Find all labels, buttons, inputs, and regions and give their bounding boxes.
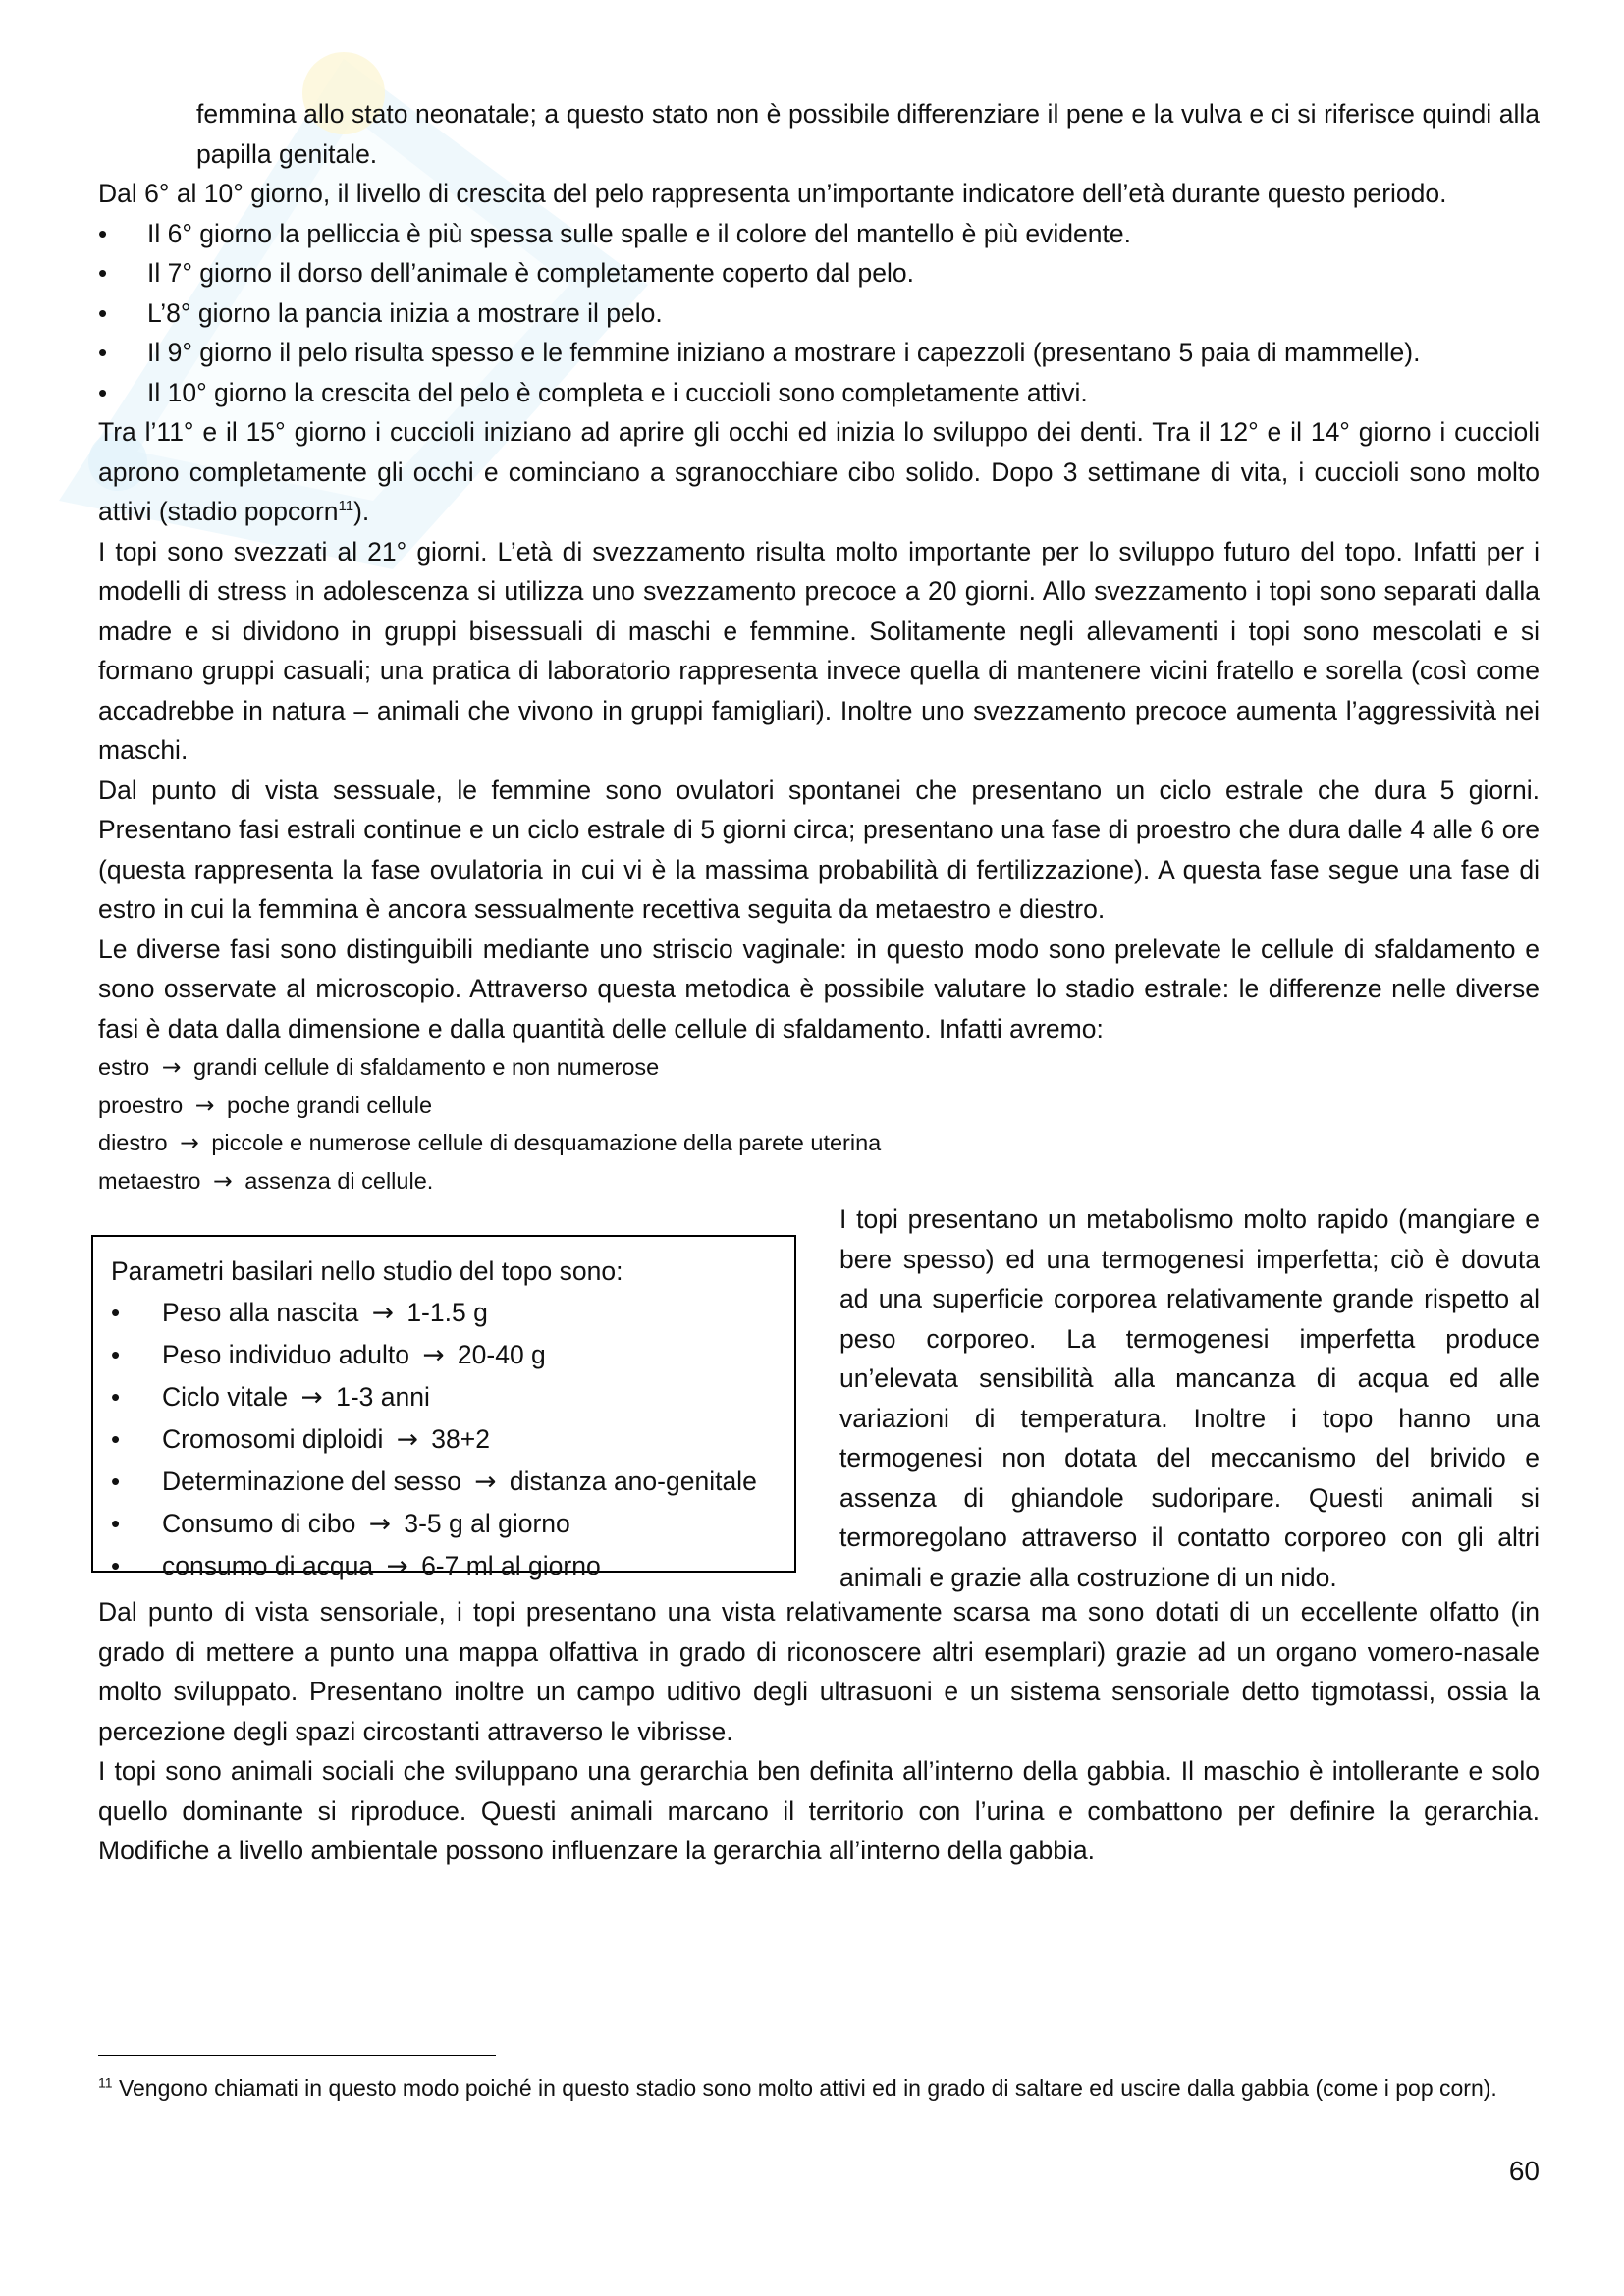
hair-growth-intro: Dal 6° al 10° giorno, il livello di crescita del pelo rappresenta un’importante indicatore dell’età durante questo periodo. [98, 179, 1447, 208]
parameters-box [91, 1235, 796, 1581]
metabolism-paragraph: I topi presentano un metabolismo molto rapido (mangiare e bere spesso) ed una termogenesi imperfetta; ciò è dovuta ad una superficie corporea relativamente grande rispetto al peso corporeo. La termogenesi imperfetta produce un’elevata sensibilità alla mancanza di acqua ed alle variazioni di temperatura. Inoltre i topo hanno una termogenesi non dotata del meccanismo del brivido e assenza di ghiandole sudoripare. Questi animali si termoregolano attraverso il contatto corporeo con gli altri animali e grazie alla costruzione di un nido. [839, 1204, 1540, 1592]
parameter-label: consumo di acqua [162, 1551, 374, 1580]
eyes-teeth-paragraph [98, 412, 1540, 532]
list-item [111, 1503, 777, 1545]
page-number: 60 [1508, 2156, 1540, 2186]
parameters-list [111, 1292, 777, 1587]
list-item: • L’8° giorno la pancia inizia a mostrare il pelo. [98, 294, 1540, 334]
eyes-teeth-text: Tra l’11° e il 15° giorno i cuccioli iniziano ad aprire gli occhi ed inizia lo sviluppo dei denti. Tra il 12° e il 14° giorno i cuccioli aprono completamente gli occhi e cominciano a sgranocchiare cibo solido. Dopo 3 settimane di vita, i cuccioli sono molto attivi (stadio popcorn [98, 417, 1540, 526]
parameter-value: 6-7 ml al giorno [421, 1551, 601, 1580]
phase-row [98, 1048, 1540, 1087]
arrow-icon: → [474, 1467, 497, 1497]
parameter-value: 20-40 g [457, 1340, 546, 1369]
social-paragraph: I topi sono animali sociali che sviluppano una gerarchia ben definita all’interno della gabbia. Il maschio è intollerante e solo quello dominante si riproduce. Questi animali marcano il territorio con l’urina e combattono per definire la gerarchia. Modifiche a livello ambientale possono influenzare la gerarchia all’interno della gabbia. [98, 1756, 1540, 1865]
arrow-icon: → [213, 1166, 233, 1195]
list-item: • Il 9° giorno il pelo risulta spesso e le femmine iniziano a mostrare i capezzoli (presentano 5 paia di mammelle). [98, 333, 1540, 373]
list-item [111, 1376, 777, 1418]
phase-description: grandi cellule di sfaldamento e non numerose [193, 1054, 660, 1080]
sexual-cycle-paragraph: Dal punto di vista sessuale, le femmine sono ovulatori spontanei che presentano un ciclo estrale che dura 5 giorni. Presentano fasi estrali continue e un ciclo estrale di 5 giorni circa; presentano una fase di proestro che dura dalle 4 alle 6 ore (questa rappresenta la fase ovulatoria in cui vi è la massima probabilità di fertilizzazione). A questa fase segue una fase di estro in cui la femmina è ancora sessualmente recettiva seguita da metaestro e diestro. [98, 774, 1540, 924]
arrow-icon: → [180, 1129, 199, 1156]
sensory-paragraph: Dal punto di vista sensoriale, i topi presentano una vista relativamente scarsa ma sono dotati di un eccellente olfatto (in grado di mettere a punto una mappa olfattiva in grado di riconoscere altri esemplari) grazie ad un organo vomero-nasale molto sviluppato. Presentano inoltre un campo uditivo degli ultrasuoni e un sistema sensoriale detto tigmotassi, ossia la percezione degli spazi circostanti attraverso le vibrisse. [98, 1597, 1540, 1746]
list-item: • Il 7° giorno il dorso dell’animale è completamente coperto dal pelo. [98, 253, 1540, 294]
parameter-label: Ciclo vitale [162, 1382, 289, 1412]
footnote-text: Vengono chiamati in questo modo poiché in questo stadio sono molto attivi ed in grado di saltare ed uscire dalla gabbia (come i pop corn). [118, 2075, 1497, 2101]
phase-row [98, 1162, 1540, 1201]
footnote [98, 2071, 1540, 2106]
phase-row [98, 1124, 1540, 1162]
arrow-icon: → [422, 1340, 445, 1370]
parameter-label: Peso individuo adulto [162, 1340, 409, 1369]
parameter-value: 38+2 [431, 1424, 490, 1454]
list-item [111, 1461, 777, 1503]
list-item [111, 1334, 777, 1376]
list-item: • Il 6° giorno la pelliccia è più spessa sulle spalle e il colore del mantello è più evidente. [98, 214, 1540, 254]
intro-paragraph: femmina allo stato neonatale; a questo stato non è possibile differenziare il pene e la vulva e ci si riferisce quindi alla papilla genitale. [196, 99, 1540, 169]
footnote-reference[interactable]: 11 [338, 498, 354, 515]
eyes-teeth-end: ). [353, 497, 370, 526]
phase-row [98, 1087, 1540, 1125]
parameter-value: 3-5 g al giorno [404, 1509, 570, 1538]
list-item: • Il 10° giorno la crescita del pelo è completa e i cuccioli sono completamente attivi. [98, 373, 1540, 413]
vaginal-smear-paragraph: Le diverse fasi sono distinguibili mediante uno striscio vaginale: in questo modo sono prelevate le cellule di sfaldamento e sono osservate al microscopio. Attraverso questa metodica è possibile valutare lo stadio estrale: le differenze nelle diverse fasi è data dalla dimensione e dalla quantità delle cellule di sfaldamento. Infatti avremo: [98, 934, 1540, 1043]
parameter-value: 1-3 anni [336, 1382, 430, 1412]
arrow-icon: → [368, 1509, 391, 1539]
main-content [98, 94, 1540, 1871]
footnote-separator [98, 2055, 496, 2056]
parameters-section [98, 1200, 1540, 1592]
phase-name: estro [98, 1054, 150, 1080]
phase-description: poche grandi cellule [226, 1092, 433, 1118]
weaning-paragraph: I topi sono svezzati al 21° giorni. L’età di svezzamento risulta molto importante per lo sviluppo futuro del topo. Infatti per i modelli di stress in adolescenza si utilizza uno svezzamento precoce a 20 giorni. Allo svezzamento i topi sono separati dalla madre e si dividono in gruppi bisessuali di maschi e femmine. Solitamente negli allevamenti i topi sono mescolati e si formano gruppi casuali; una pratica di laboratorio rappresenta invece quella di mantenere vicini fratello e sorella (così come accadrebbe in natura – animali che vivono in gruppi famigliari). Inoltre uno svezzamento precoce aumenta l’aggressività nei maschi. [98, 536, 1540, 765]
phase-name: diestro [98, 1130, 168, 1155]
phase-description: piccole e numerose cellule di desquamazione della parete uterina [211, 1130, 882, 1155]
arrow-icon: → [161, 1053, 182, 1081]
phase-name: proestro [98, 1092, 184, 1118]
hair-growth-list [98, 214, 1540, 413]
arrow-icon: → [194, 1091, 215, 1119]
parameter-label: Peso alla nascita [162, 1298, 359, 1327]
phase-description: assenza di cellule. [244, 1167, 434, 1194]
phase-name: metaestro [98, 1167, 201, 1194]
parameter-label: Consumo di cibo [162, 1509, 356, 1538]
parameters-title: Parametri basilari nello studio del topo sono: [111, 1256, 623, 1286]
footnote-number: 11 [98, 2074, 113, 2091]
parameter-label: Determinazione del sesso [162, 1467, 461, 1496]
arrow-icon: → [396, 1424, 418, 1455]
parameter-label: Cromosomi diploidi [162, 1424, 384, 1454]
list-item [111, 1292, 777, 1334]
parameter-value: distanza ano-genitale [509, 1467, 757, 1496]
arrow-icon: → [371, 1298, 394, 1328]
parameter-value: 1-1.5 g [406, 1298, 488, 1327]
estrous-phase-list [98, 1048, 1540, 1200]
arrow-icon: → [386, 1551, 408, 1581]
arrow-icon: → [300, 1382, 323, 1413]
list-item [111, 1418, 777, 1461]
list-item [111, 1545, 777, 1587]
